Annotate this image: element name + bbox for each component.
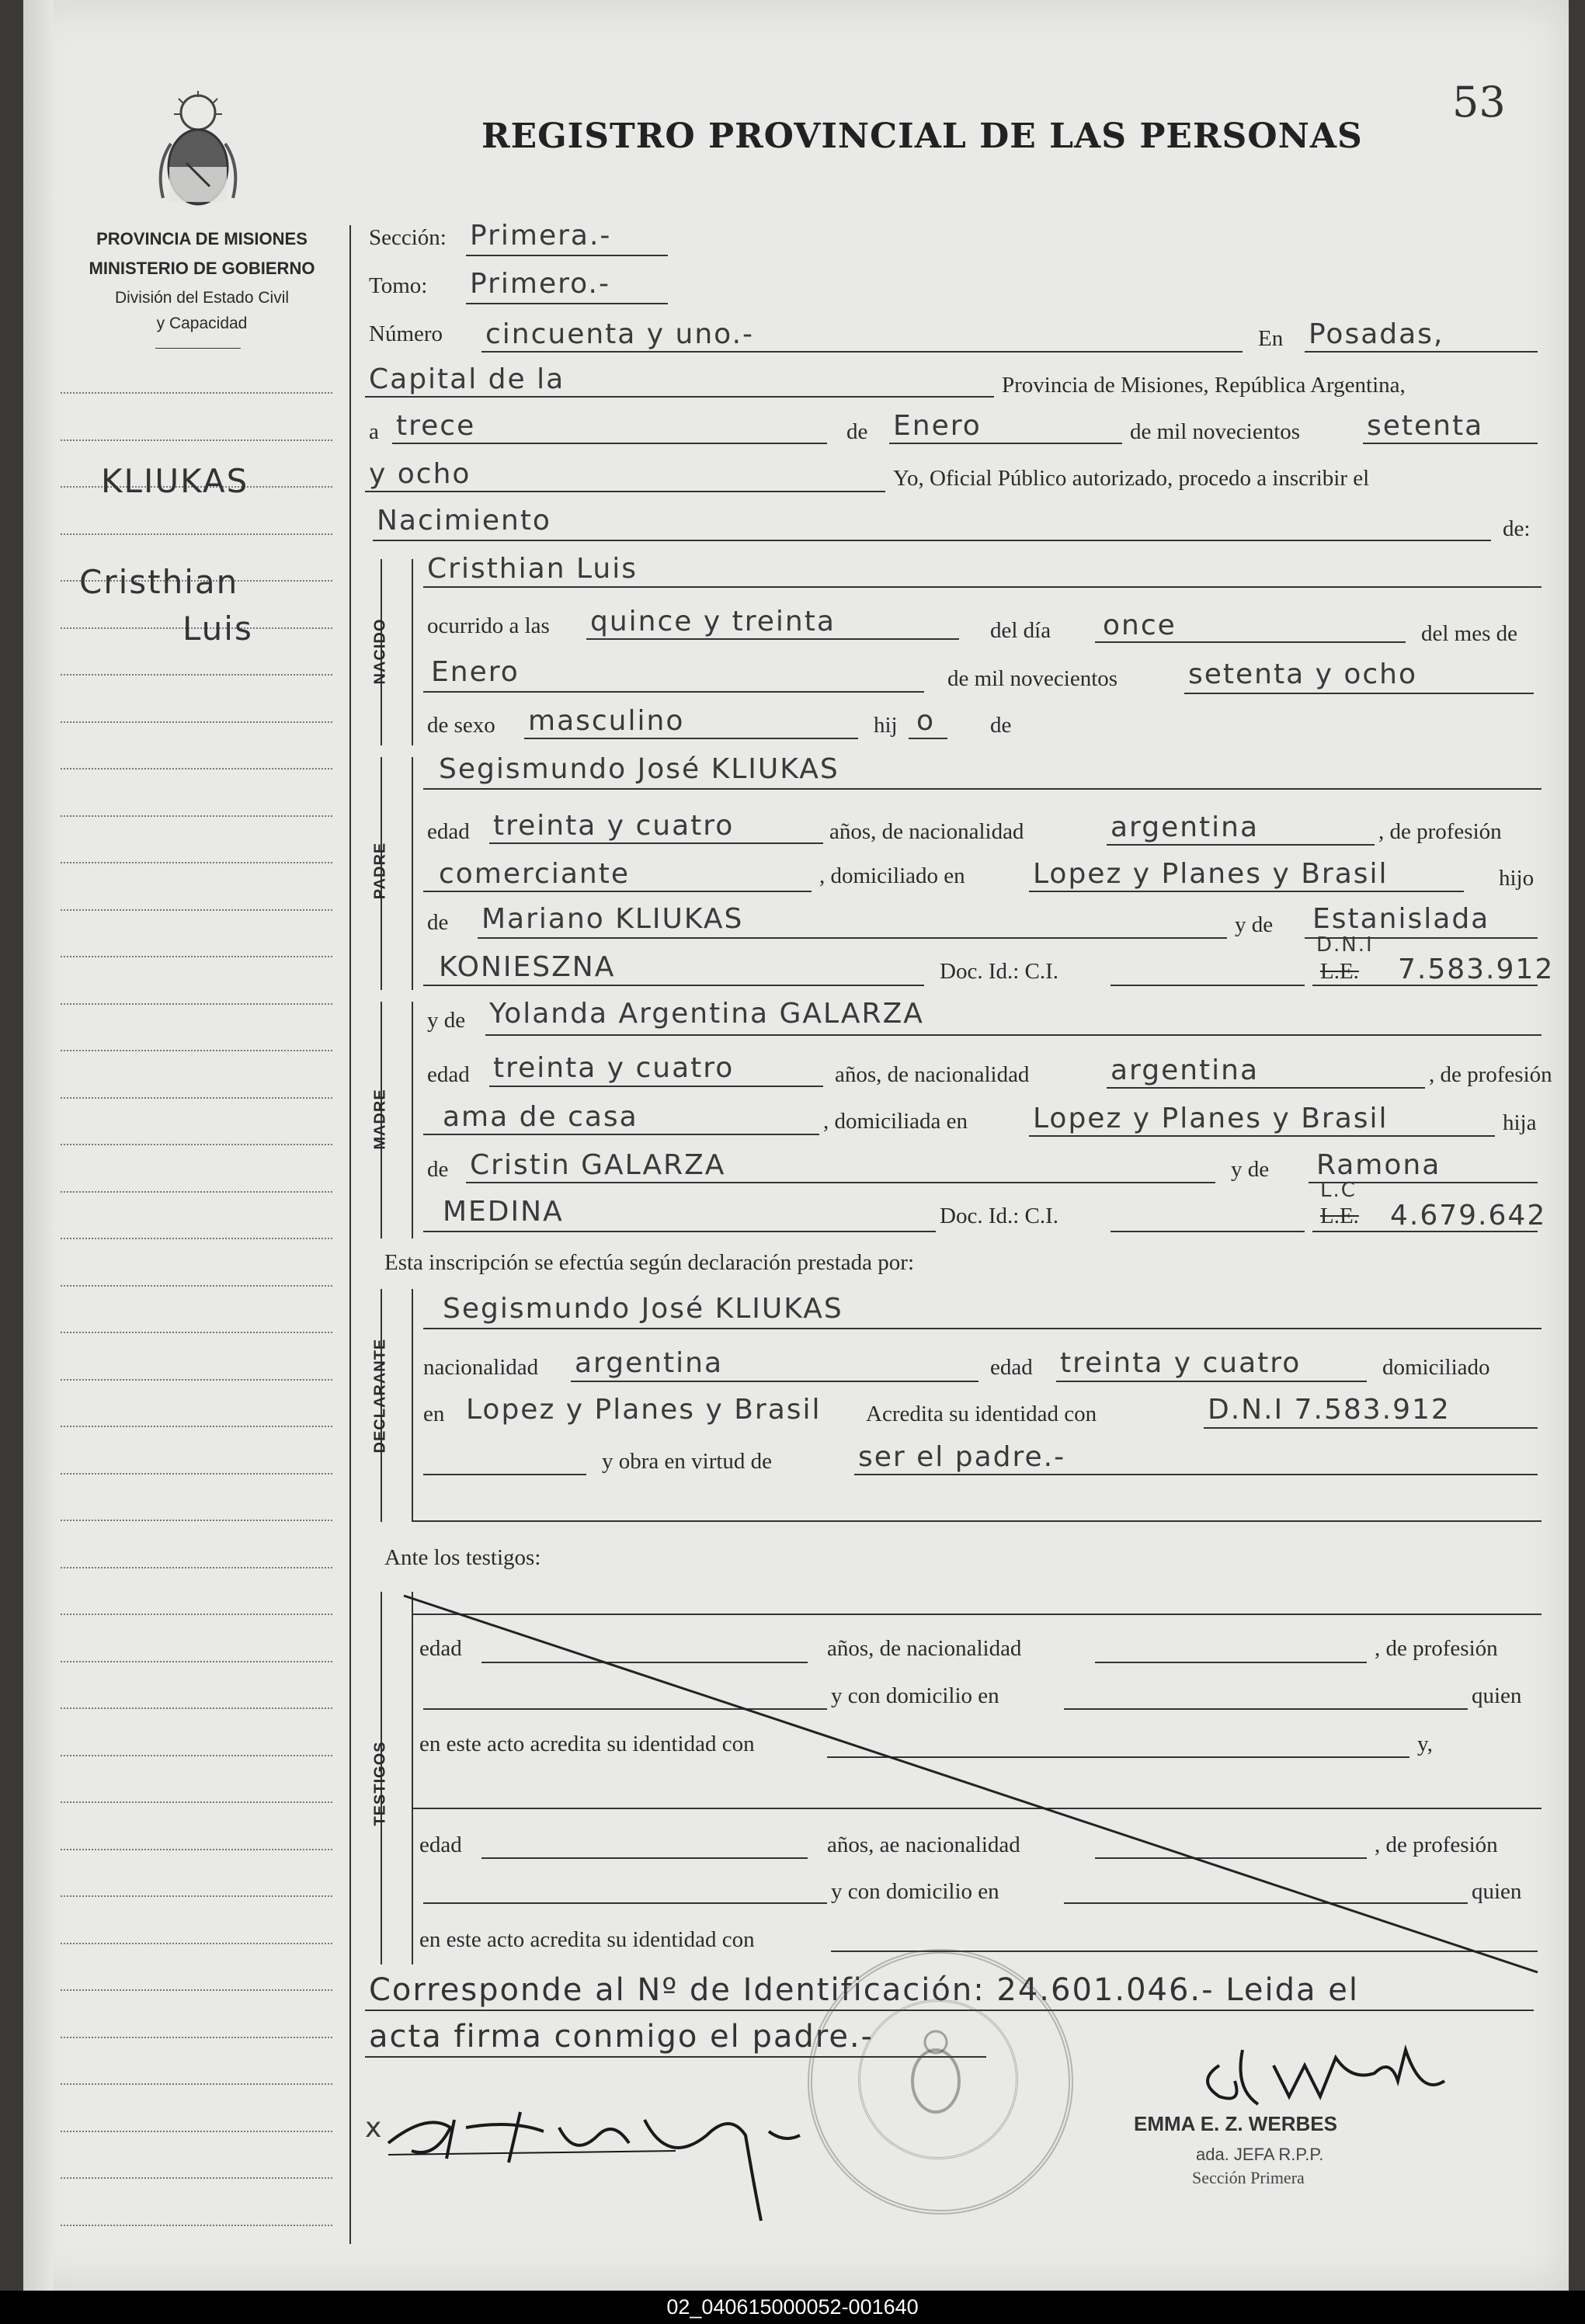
- madre-padre-value: Cristin GALARZA: [470, 1149, 726, 1181]
- madre-edad-value: treinta y cuatro: [493, 1052, 735, 1084]
- margin-dotted-line: [61, 2131, 332, 2132]
- provincia-text: Provincia de Misiones, República Argentina,: [1002, 373, 1406, 398]
- declarante-nac-label: nacionalidad: [423, 1355, 539, 1380]
- testigo2-nac-label: años, ae nacionalidad: [827, 1832, 1020, 1857]
- seccion-label: Sección:: [369, 225, 447, 250]
- margin-dotted-line: [61, 768, 332, 769]
- madre-hija-label: hija: [1503, 1110, 1537, 1135]
- madre-label: MADRE: [371, 1089, 389, 1150]
- numero-value: cincuenta y uno.-: [485, 318, 755, 350]
- official-name: EMMA E. Z. WERBES: [1134, 2112, 1337, 2135]
- madre-doc-number: 4.679.642: [1390, 1200, 1547, 1231]
- margin-dotted-line: [61, 1661, 332, 1662]
- margin-dotted-line: [61, 1801, 332, 1803]
- tomo-value: Primero.-: [470, 268, 610, 300]
- document-page: [23, 0, 1569, 2291]
- madre-prof-value: ama de casa: [443, 1101, 638, 1133]
- padre-madre-value: Estanislada: [1312, 903, 1490, 935]
- testigo1-prof-label: , de profesión: [1375, 1636, 1498, 1661]
- notes-line2: acta firma conmigo el padre.-: [369, 2019, 874, 2055]
- declarante-dom-label: domiciliado: [1382, 1355, 1490, 1380]
- mes-nacimiento-value: Enero: [431, 656, 520, 688]
- sexo-label: de sexo: [427, 713, 495, 738]
- margin-dotted-line: [61, 1379, 332, 1381]
- declarante-nombre: Segismundo José KLIUKAS: [443, 1293, 843, 1325]
- left-header-line1: PROVINCIA DE MISIONES: [96, 229, 308, 248]
- margin-dotted-line: [61, 1707, 332, 1709]
- margin-dotted-line: [61, 1473, 332, 1475]
- madre-nac-label: años, de nacionalidad: [835, 1062, 1030, 1087]
- declarante-nac-value: argentina: [575, 1347, 724, 1379]
- declarante-obra-label: y obra en virtud de: [602, 1449, 773, 1474]
- testigos-strike-line: [396, 1592, 1545, 1980]
- testigo1-y-label: y,: [1417, 1732, 1433, 1756]
- padre-nac-value: argentina: [1111, 811, 1260, 843]
- testigo1-acredita-label: en este acto acredita su identidad con: [419, 1732, 755, 1756]
- mes-value: Enero: [893, 410, 982, 442]
- declaracion-text: Esta inscripción se efectúa según declaración prestada por:: [384, 1250, 915, 1275]
- left-header-line4: y Capacidad: [156, 314, 248, 332]
- de-label: de: [846, 419, 868, 444]
- signature-x-mark: x: [365, 2112, 384, 2144]
- left-header-line3: División del Estado Civil: [114, 289, 290, 307]
- padre-de-label: de: [427, 910, 449, 935]
- margin-dotted-line: [61, 1191, 332, 1193]
- margin-name1: Cristhian: [79, 563, 239, 601]
- anio-value2: y ocho: [369, 458, 471, 490]
- nacido-nombre: Cristhian Luis: [427, 553, 638, 585]
- testigo2-acredita-label: en este acto acredita su identidad con: [419, 1927, 755, 1952]
- declarante-en-label: en: [423, 1402, 445, 1426]
- notes-line1: Corresponde al Nº de Identificación: 24.601.046.- Leida el: [369, 1972, 1359, 2008]
- madre-nombre: Yolanda Argentina GALARZA: [489, 998, 924, 1030]
- padre-nac-label: años, de nacionalidad: [829, 819, 1024, 844]
- padre-prof-value: comerciante: [439, 858, 630, 890]
- padre-edad-label: edad: [427, 819, 470, 844]
- madre-prof-label: , de profesión: [1429, 1062, 1552, 1087]
- en-label: En: [1258, 326, 1284, 351]
- margin-dotted-line: [61, 1567, 332, 1568]
- dia-value: trece: [396, 410, 476, 442]
- margin-dotted-line: [61, 1895, 332, 1897]
- margin-dotted-line: [61, 1144, 332, 1145]
- margin-dotted-line: [61, 533, 332, 535]
- margin-dotted-line: [61, 1097, 332, 1099]
- margin-dotted-line: [61, 1989, 332, 1991]
- padre-nombre: Segismundo José KLIUKAS: [439, 753, 839, 785]
- margin-dotted-line: [61, 956, 332, 957]
- testigos-label: TESTIGOS: [371, 1741, 389, 1826]
- sexo-value: masculino: [528, 705, 685, 737]
- dia-nacimiento-value: once: [1103, 610, 1177, 641]
- footer-caption: 02_040615000052-001640: [0, 2291, 1585, 2324]
- padre-edad-value: treinta y cuatro: [493, 810, 735, 842]
- margin-name2: Luis: [182, 610, 253, 648]
- oficial-text: Yo, Oficial Público autorizado, procedo a inscribir el: [893, 466, 1370, 491]
- anio-text: de mil novecientos: [1130, 419, 1301, 444]
- declarante-obra-value: ser el padre.-: [858, 1441, 1066, 1473]
- margin-dotted-line: [61, 1755, 332, 1756]
- margin-rule: [349, 225, 351, 2244]
- padre-hijo-label: hijo: [1499, 866, 1535, 891]
- coat-of-arms-icon: [155, 89, 241, 217]
- anio-nacimiento-text: de mil novecientos: [947, 666, 1118, 691]
- declarante-acredita-label: Acredita su identidad con: [866, 1402, 1097, 1426]
- stamp-emblem-icon: [897, 2027, 975, 2128]
- margin-dotted-line: [61, 909, 332, 911]
- margin-dotted-line: [61, 1285, 332, 1287]
- testigo2-dom-label: y con domicilio en: [831, 1879, 999, 1904]
- margin-dotted-line: [61, 1050, 332, 1051]
- left-header-underline: [155, 348, 241, 349]
- declarante-acredita-value: D.N.I 7.583.912: [1208, 1394, 1451, 1426]
- en-value: Posadas,: [1309, 318, 1444, 350]
- margin-dotted-line: [61, 815, 332, 817]
- madre-dom-label: , domiciliada en: [823, 1109, 968, 1134]
- official-section: Sección Primera: [1192, 2168, 1305, 2187]
- margin-dotted-line: [61, 439, 332, 441]
- padre-padre-value: Mariano KLIUKAS: [481, 903, 744, 935]
- madre-dom-value: Lopez y Planes y Brasil: [1033, 1103, 1389, 1134]
- numero-label: Número: [369, 321, 443, 346]
- declarante-edad-label: edad: [990, 1355, 1033, 1380]
- declarante-dom-value: Lopez y Planes y Brasil: [466, 1394, 822, 1426]
- testigo2-edad-label: edad: [419, 1832, 462, 1857]
- seccion-value: Primera.-: [470, 220, 612, 252]
- margin-dotted-line: [61, 2177, 332, 2179]
- father-signature: [381, 2089, 815, 2228]
- margin-dotted-line: [61, 1003, 332, 1005]
- testigo2-quien-label: quien: [1472, 1879, 1522, 1904]
- official-title: ada. JEFA R.P.P.: [1196, 2145, 1324, 2164]
- madre-nac-value: argentina: [1111, 1054, 1260, 1086]
- margin-dotted-line: [61, 1520, 332, 1521]
- margin-dotted-line: [61, 1238, 332, 1239]
- margin-dotted-line: [61, 2083, 332, 2085]
- page-number: 53: [1452, 78, 1506, 127]
- left-header-line2: MINISTERIO DE GOBIERNO: [89, 259, 315, 278]
- margin-dotted-line: [61, 1849, 332, 1850]
- margin-dotted-line: [61, 1332, 332, 1333]
- ciudad-value: Capital de la: [369, 363, 565, 395]
- hijo-value: o: [916, 705, 936, 737]
- margin-dotted-line: [61, 392, 332, 394]
- testigos-intro: Ante los testigos:: [384, 1545, 541, 1570]
- margin-dotted-line: [61, 674, 332, 676]
- del-dia-label: del día: [990, 618, 1051, 643]
- page-edge: [23, 0, 53, 2291]
- padre-y-de-label: y de: [1235, 912, 1274, 937]
- madre-doc-label: Doc. Id.: C.I.: [940, 1204, 1059, 1228]
- madre-y-de-label: y de: [427, 1008, 466, 1033]
- anio-nacimiento-value: setenta y ocho: [1188, 658, 1418, 690]
- margin-dotted-line: [61, 721, 332, 723]
- madre-doc-type-value: L.C: [1320, 1179, 1357, 1202]
- madre-de-label: de: [427, 1157, 449, 1182]
- a-label: a: [369, 419, 379, 444]
- testigo1-nac-label: años, de nacionalidad: [827, 1636, 1022, 1661]
- de-colon: de:: [1503, 516, 1531, 541]
- padre-doc-type-struck: L.E.: [1320, 959, 1359, 984]
- document-title: REGISTRO PROVINCIAL DE LAS PERSONAS: [481, 116, 1363, 156]
- testigo2-prof-label: , de profesión: [1375, 1832, 1498, 1857]
- testigo1-quien-label: quien: [1472, 1683, 1522, 1708]
- tomo-label: Tomo:: [369, 273, 428, 298]
- padre-label: PADRE: [371, 842, 389, 900]
- padre-doc-label: Doc. Id.: C.I.: [940, 959, 1059, 984]
- margin-dotted-line: [61, 1426, 332, 1427]
- madre-doc-type-struck: L.E.: [1320, 1204, 1359, 1228]
- padre-dom-value: Lopez y Planes y Brasil: [1033, 858, 1389, 890]
- nacido-de-label: de: [990, 713, 1012, 738]
- madre-madre-apellido: MEDINA: [443, 1196, 564, 1228]
- acto-value: Nacimiento: [377, 505, 551, 537]
- margin-dotted-line: [61, 862, 332, 863]
- padre-doc-type-value: D.N.I: [1316, 933, 1374, 957]
- madre-edad-label: edad: [427, 1062, 470, 1087]
- madre-madre-value: Ramona: [1316, 1149, 1441, 1181]
- testigo1-dom-label: y con domicilio en: [831, 1683, 999, 1708]
- hora-value: quince y treinta: [590, 606, 836, 637]
- ocurrido-label: ocurrido a las: [427, 613, 550, 638]
- padre-prof-label: , de profesión: [1378, 819, 1502, 844]
- hijo-label: hij: [874, 713, 898, 738]
- margin-dotted-line: [61, 2225, 332, 2226]
- padre-doc-number: 7.583.912: [1398, 954, 1555, 985]
- madre-y-de2-label: y de: [1231, 1157, 1270, 1182]
- anio-value1: setenta: [1367, 410, 1484, 442]
- declarante-edad-value: treinta y cuatro: [1060, 1347, 1302, 1379]
- nacido-label: NACIDO: [371, 618, 389, 685]
- del-mes-label: del mes de: [1421, 621, 1518, 646]
- margin-dotted-line: [61, 1614, 332, 1615]
- testigo1-edad-label: edad: [419, 1636, 462, 1661]
- margin-dotted-line: [61, 2037, 332, 2038]
- padre-dom-label: , domiciliado en: [819, 863, 965, 888]
- margin-dotted-line: [61, 1943, 332, 1944]
- declarante-label: DECLARANTE: [371, 1338, 389, 1454]
- margin-surname: KLIUKAS: [101, 462, 249, 500]
- padre-madre-apellido: KONIESZNA: [439, 951, 616, 983]
